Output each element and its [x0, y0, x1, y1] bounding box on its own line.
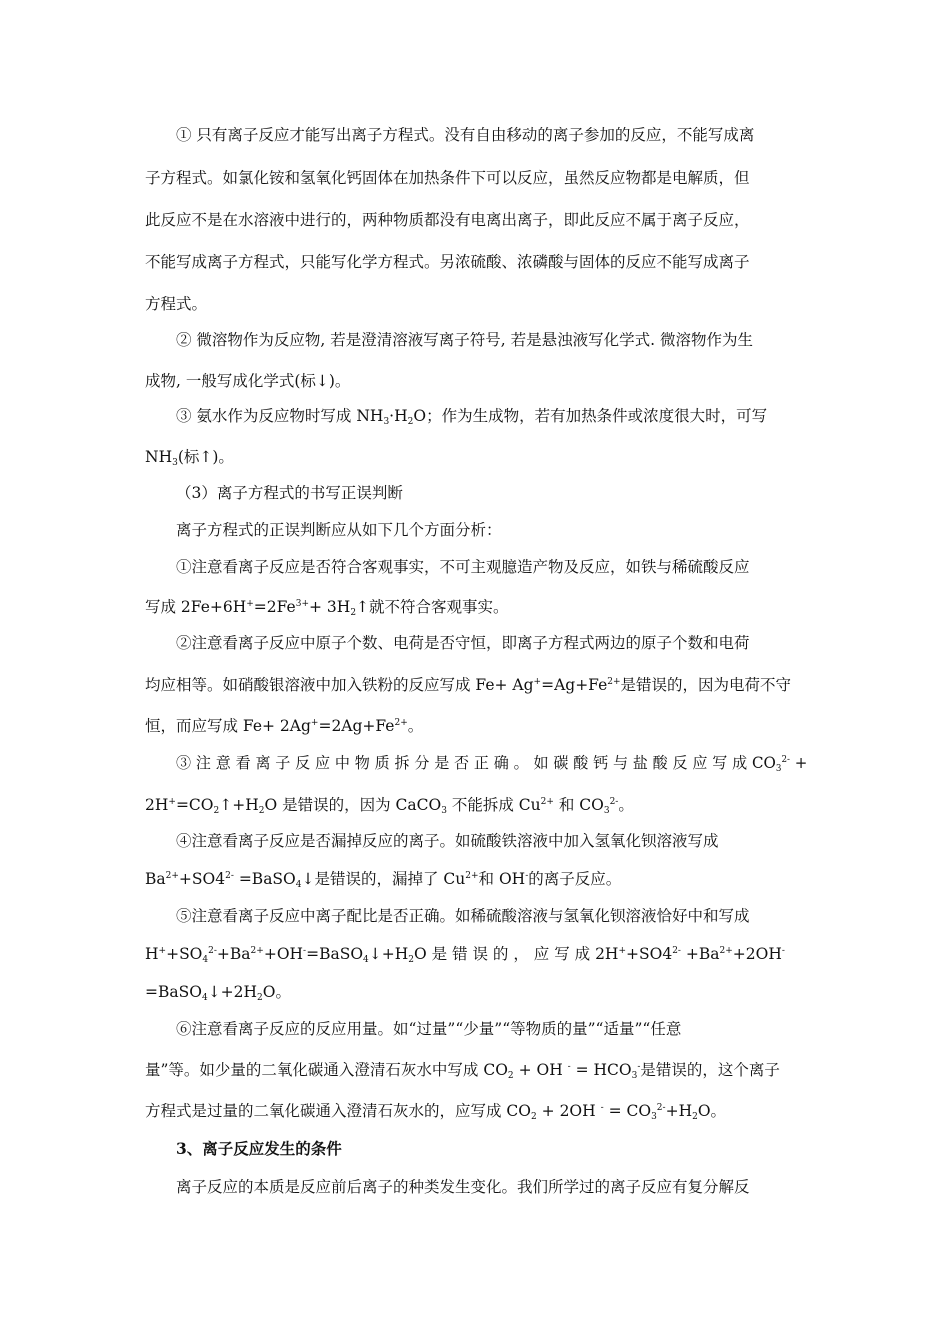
text-line: 离子反应的本质是反应前后离子的种类发生变化。我们所学过的离子反应有复分解反 — [176, 1178, 750, 1196]
text-line: ①注意看离子反应是否符合客观事实，不可主观臆造产物及反应，如铁与稀硫酸反应 — [176, 558, 750, 576]
text-line: 量”等。如少量的二氧化碳通入澄清石灰水中写成 $CO_2$ + OH $^- = HCO_3^-$是错误的，这个离子 — [145, 1061, 780, 1081]
text-line: 子方程式。如氯化铵和氢氧化钙固体在加热条件下可以反应，虽然反应物都是电解质，但 — [145, 169, 750, 187]
text-line: $NH_3$(标↑)。 — [145, 448, 234, 468]
text-line: 离子方程式的正误判断应从如下几个方面分析： — [176, 521, 502, 539]
text-line: ② 微溶物作为反应物, 若是澄清溶液写离子符号, 若是悬浊液写化学式. 微溶物作为生 — [176, 331, 753, 349]
text-line: ③ 氨水作为反应物时写成 $NH_3\cdot H_2O$；作为生成物，若有加热条件或浓度很大时，可写 — [176, 407, 768, 427]
text-line: $H^++SO_4^{2-}+Ba^{2+}+OH^-=BaSO_4↓+H_2O$ 是 错 误 的 ， 应 写 成 $2H^++SO4^{2-} +Ba^{2+}+2OH^-$ — [145, 945, 785, 965]
text-line: 恒，而应写成 $Fe+ 2Ag^+=2Ag+Fe^{2+}$。 — [145, 717, 424, 735]
text-line: $2H^+=CO_2↑+H_2O$ 是错误的，因为 CaCO$_3$ 不能拆成 $Cu^{2+}$ 和 $CO_3^{2-}$。 — [145, 796, 634, 816]
text-line: ②注意看离子反应中原子个数、电荷是否守恒，即离子方程式两边的原子个数和电荷 — [176, 634, 750, 652]
text-line: 方程式。 — [145, 295, 208, 313]
text-line: ⑤注意看离子反应中离子配比是否正确。如稀硫酸溶液与氢氧化钡溶液恰好中和写成 — [176, 907, 750, 925]
text-line: 写成 $2Fe+6H^+=2Fe^{3+}+$ $3H_2↑$就不符合客观事实。 — [145, 598, 509, 618]
section-heading: 3、离子反应发生的条件 — [176, 1139, 342, 1158]
section-title: （3）离子方程式的书写正误判断 — [176, 484, 403, 502]
text-line: 均应相等。如硝酸银溶液中加入铁粉的反应写成 $Fe+ Ag^+=Ag+Fe^{2+}$是错误的，因为电荷不守 — [145, 676, 792, 694]
text-line: 方程式是过量的二氧化碳通入澄清石灰水的，应写成 $CO_2 + 2OH$ $^- = CO_3^{2-}+H_2O$。 — [145, 1102, 727, 1122]
text-line: ⑥注意看离子反应的反应用量。如“过量”“少量”“等物质的量”“适量”“任意 — [176, 1020, 682, 1038]
text-line: ③ 注 意 看 离 子 反 应 中 物 质 拆 分 是 否 正 确 。 如 碳 酸 钙 与 盐 酸 反 应 写 成 $CO_3^{2-}$ + — [176, 754, 808, 774]
text-line: 成物, 一般写成化学式(标↓)。 — [145, 372, 351, 390]
text-line: ④注意看离子反应是否漏掉反应的离子。如硫酸铁溶液中加入氢氧化钡溶液写成 — [176, 832, 719, 850]
text-line: 不能写成离子方程式，只能写化学方程式。另浓硫酸、浓磷酸与固体的反应不能写成离子 — [145, 253, 750, 271]
text-line: $=BaSO_4↓+2H_2O$。 — [145, 983, 291, 1003]
text-line: ① 只有离子反应才能写出离子方程式。没有自由移动的离子参加的反应，不能写成离 — [176, 126, 755, 144]
text-line: 此反应不是在水溶液中进行的，两种物质都没有电离出离子，即此反应不属于离子反应， — [145, 211, 750, 229]
text-line: $Ba^{2+}+SO4^{2-}$ =BaSO$_4$↓是错误的，漏掉了 $Cu^{2+}$和 OH-的离子反应。 — [145, 870, 622, 890]
